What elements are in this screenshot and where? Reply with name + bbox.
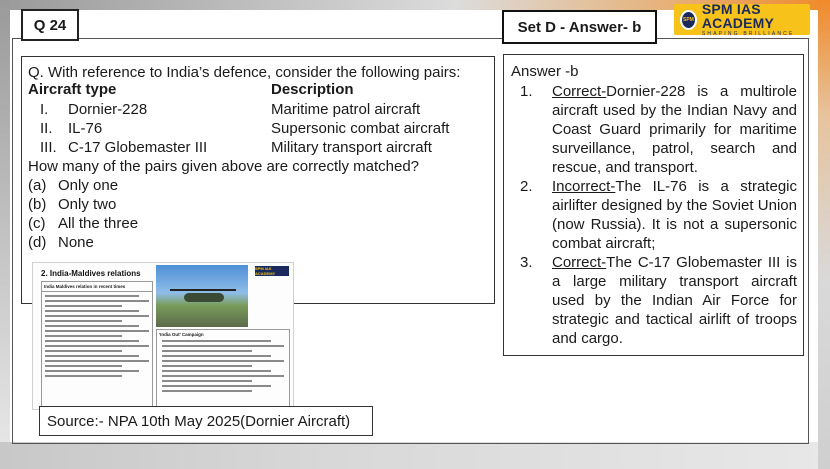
option-c-label: (c): [28, 215, 46, 232]
frame-right-edge: [818, 0, 830, 469]
answer-item-2: [520, 177, 797, 253]
answer-item-3: [520, 253, 797, 348]
answer-item-1-text: Dornier-228 is a multirole aircraft used by the Indian Navy and Coast Guard primarily for maritime surveillance, patrol, search and rescue, and transport.: [552, 83, 797, 176]
answer-heading: Answer -b: [511, 63, 579, 80]
answer-item-1: [520, 82, 797, 177]
pair-2-type: IL-76: [68, 120, 103, 137]
answer-item-1-verdict: Correct-: [552, 83, 607, 100]
option-b-label: (b): [28, 196, 47, 213]
pair-2-description: Supersonic combat aircraft: [271, 120, 450, 137]
clipping-column-right-heading: 'India Out' Campaign: [159, 332, 204, 337]
helicopter-body-shape: [184, 293, 224, 302]
brand-tagline: SHAPING BRILLIANCE: [701, 31, 795, 37]
column-header-description: Description: [271, 81, 354, 98]
source-text: Source:- NPA 10th May 2025(Dornier Aircraft): [47, 412, 351, 430]
clipping-badge: SPM IAS ACADEMY: [255, 266, 289, 276]
pair-3-type: C-17 Globemaster III: [68, 139, 208, 156]
option-c-text: All the three: [58, 215, 139, 232]
brand-name: SPM IAS ACADEMY: [701, 1, 775, 31]
clipping-column-right: [156, 329, 290, 407]
answer-item-3-number: 3.: [520, 254, 533, 271]
pair-2-number: II.: [40, 120, 53, 137]
pair-1-description: Maritime patrol aircraft: [271, 101, 421, 118]
brand-emblem-icon: [680, 10, 697, 30]
answer-item-3-verdict: Correct-: [552, 254, 607, 271]
option-a: [28, 176, 118, 195]
answer-panel: [503, 54, 804, 356]
option-a-text: Only one: [58, 177, 119, 194]
answer-item-3-text: The C-17 Globemaster III is a large military transport aircraft used by the Indian Air Force for strategic and tactical airlift of troops and cargo.: [552, 254, 797, 347]
pair-3-number: III.: [40, 139, 57, 156]
answer-item-2-number: 2.: [520, 178, 533, 195]
pair-1-type: Dornier-228: [68, 101, 148, 118]
option-d-text: None: [58, 234, 94, 251]
clipping-column-left: [41, 281, 153, 407]
brand-logo: [674, 1, 810, 37]
question-stem: Q. With reference to India’s defence, consider the following pairs:: [28, 64, 461, 81]
question-number-box: [21, 9, 79, 41]
frame-bottom-edge: [0, 442, 830, 469]
clipping-title: 2. India-Maldives relations: [41, 269, 141, 278]
clipping-column-left-heading: India Maldives relation in recent times: [42, 282, 152, 292]
frame-left-edge: [0, 0, 10, 460]
option-c: [28, 214, 138, 233]
option-a-label: (a): [28, 177, 47, 194]
question-ask: How many of the pairs given above are correctly matched?: [28, 158, 420, 175]
option-b-text: Only two: [58, 196, 117, 213]
answer-item-1-number: 1.: [520, 83, 533, 100]
option-d-label: (d): [28, 234, 47, 251]
column-header-type: Aircraft type: [28, 81, 117, 98]
answer-item-2-verdict: Incorrect-: [552, 178, 616, 195]
helicopter-rotor-shape: [170, 289, 236, 291]
reference-clipping-image: [32, 262, 294, 410]
option-d: [28, 233, 94, 252]
answer-key-box: [502, 10, 657, 44]
helicopter-photo: [156, 265, 248, 327]
option-b: [28, 195, 116, 214]
answer-key: Set D - Answer- b: [517, 18, 642, 36]
source-box: [39, 406, 373, 436]
pair-1-number: I.: [40, 101, 49, 118]
pair-3-description: Military transport aircraft: [271, 139, 432, 156]
answer-item-2-text: The IL-76 is a strategic airlifter designed by the Soviet Union (now Russia). It is not a supersonic combat aircraft;: [552, 178, 797, 252]
question-number: Q 24: [33, 16, 67, 34]
brand-emblem-text: SPM: [683, 16, 694, 23]
